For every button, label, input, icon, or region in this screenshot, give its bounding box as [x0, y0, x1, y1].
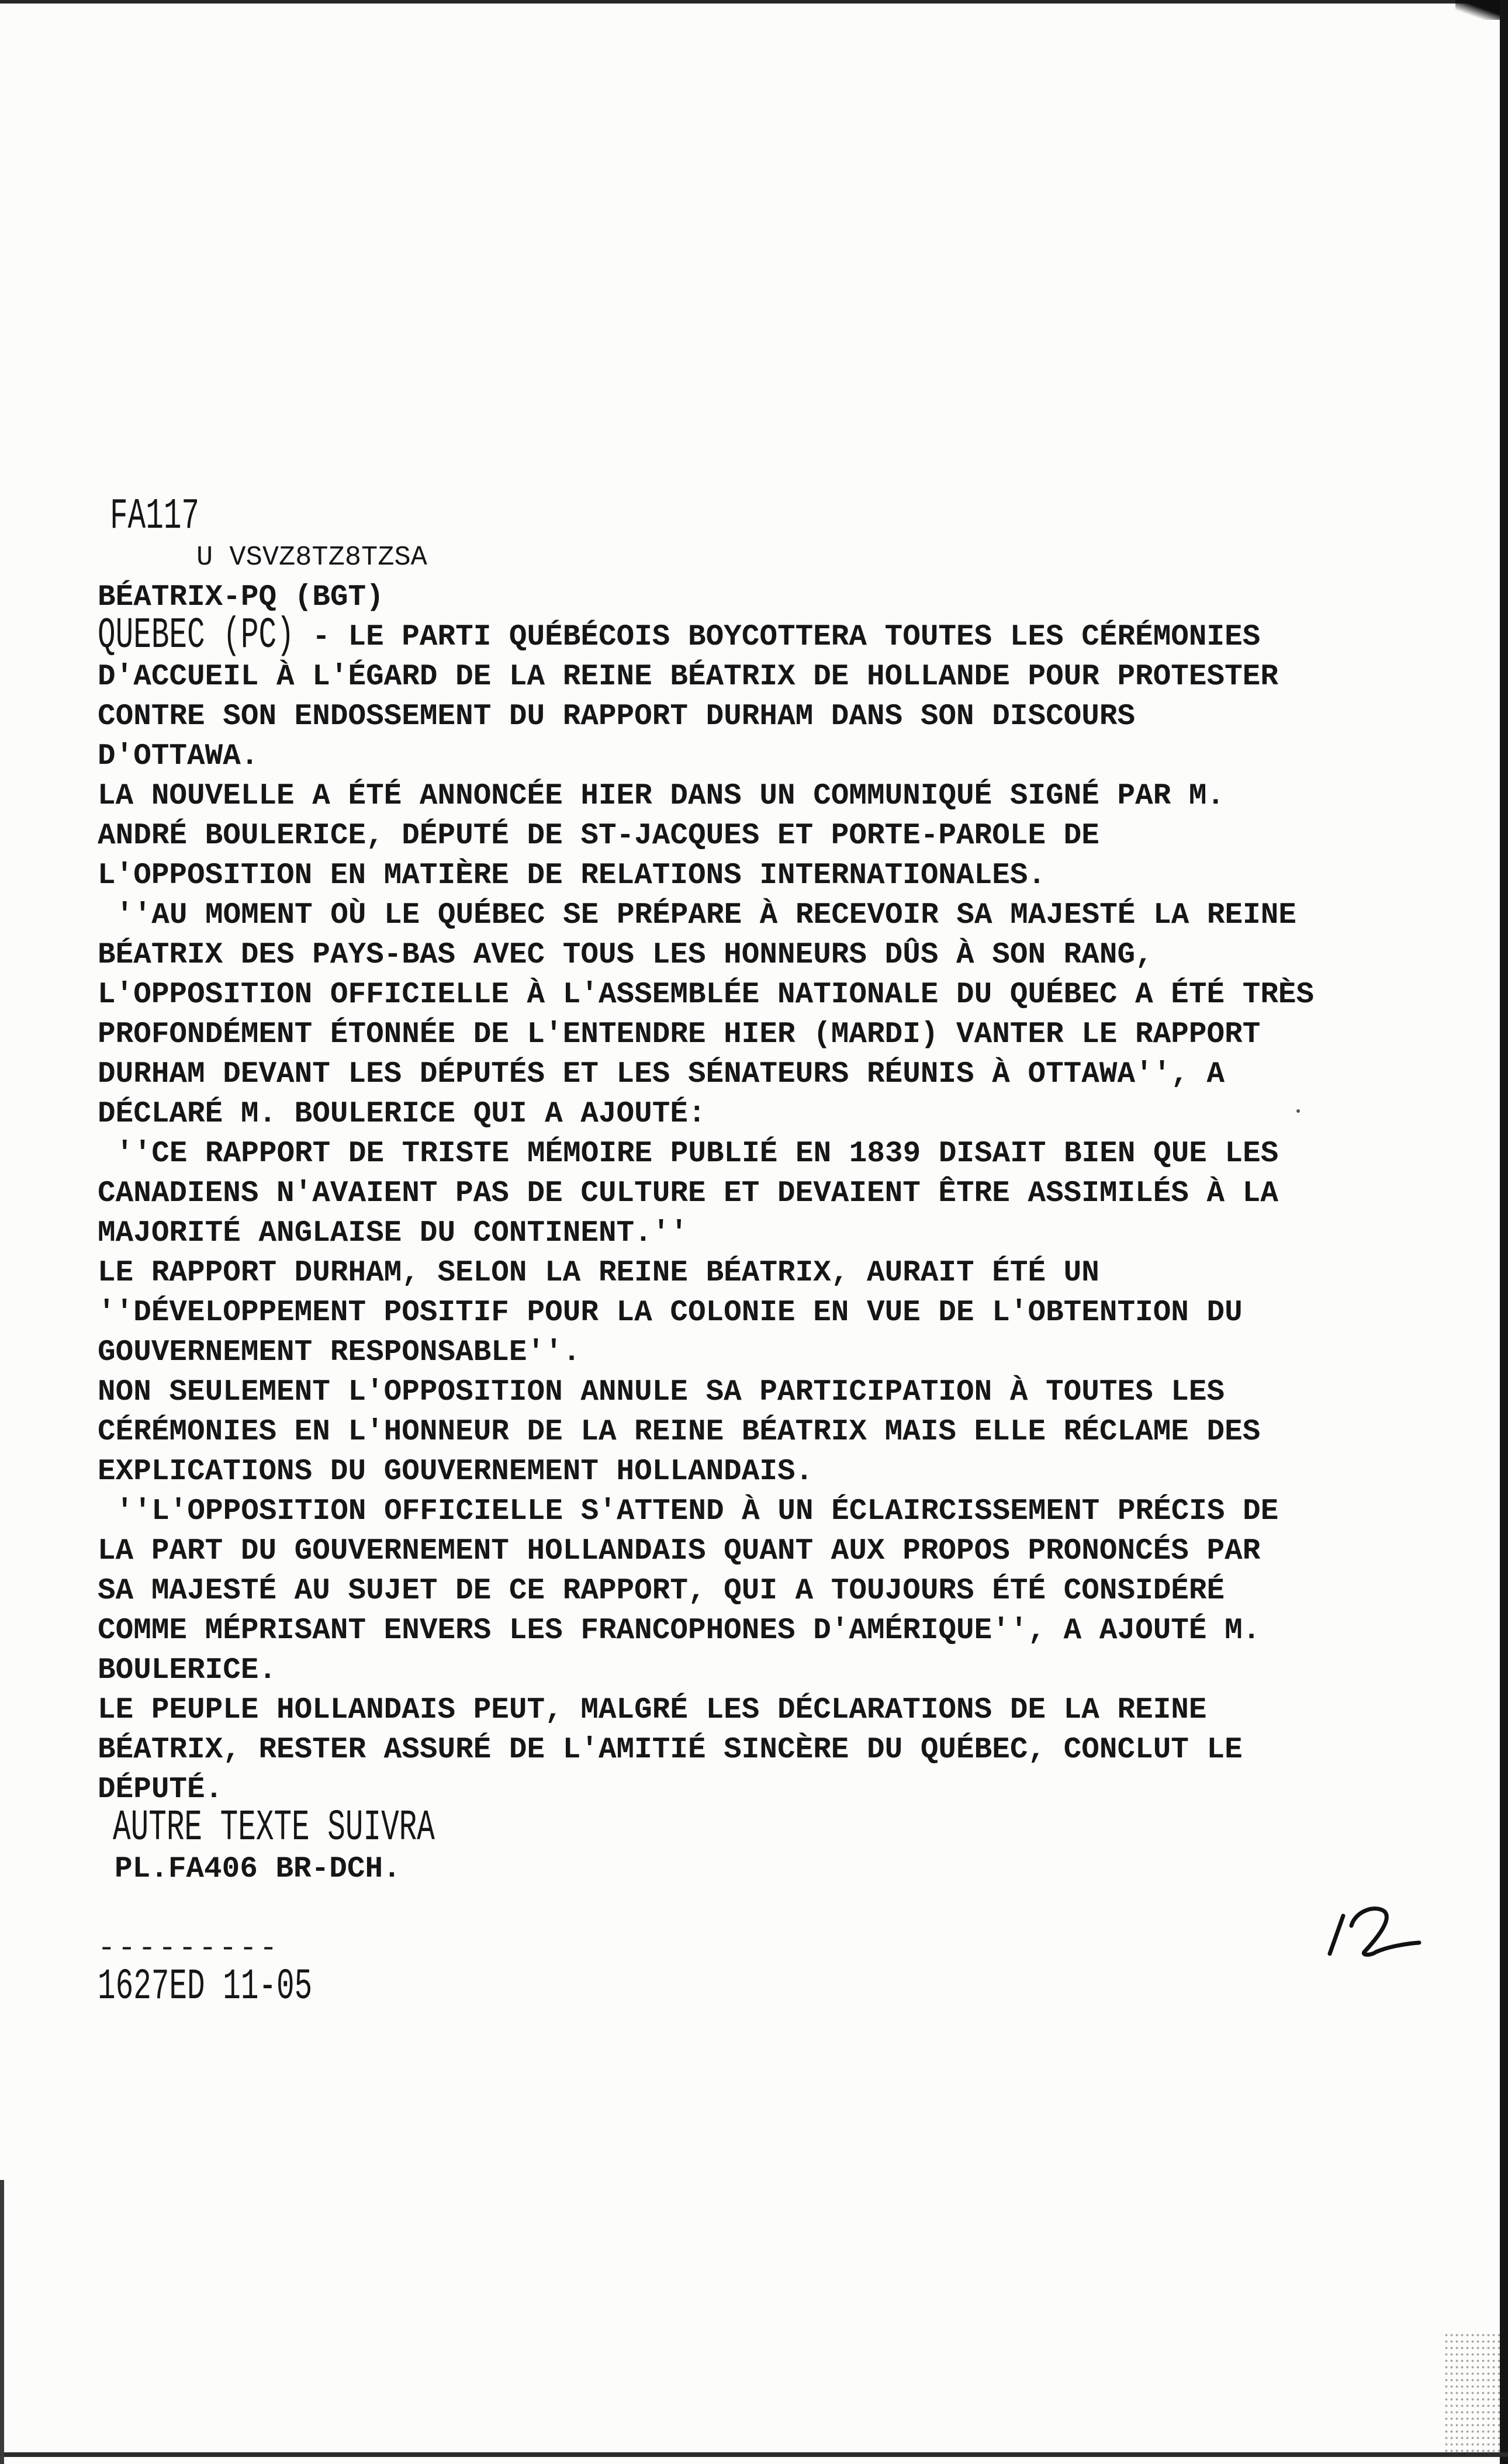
transmission-stamp: 1627ED 11-05 — [98, 1963, 313, 2012]
story-line: LE PEUPLE HOLLANDAIS PEUT, MALGRÉ LES DÉCLARATIONS DE LA REINE — [98, 1694, 1207, 1727]
operator-line: PL.FA406 BR-DCH. — [115, 1853, 401, 1886]
story-line: COMME MÉPRISANT ENVERS LES FRANCOPHONES D'AMÉRIQUE'', A AJOUTÉ M. — [98, 1614, 1261, 1648]
story-line: CANADIENS N'AVAIENT PAS DE CULTURE ET DEVAIENT ÊTRE ASSIMILÉS À LA — [98, 1177, 1278, 1210]
story-line: CONTRE SON ENDOSSEMENT DU RAPPORT DURHAM DANS SON DISCOURS — [98, 700, 1136, 733]
story-line: ''DÉVELOPPEMENT POSITIF POUR LA COLONIE EN VUE DE L'OBTENTION DU — [98, 1296, 1243, 1330]
story-line: DÉPUTÉ. — [98, 1773, 223, 1807]
story-line: GOUVERNEMENT RESPONSABLE''. — [98, 1336, 581, 1369]
story-slug-line — [98, 493, 1477, 542]
story-line: BÉATRIX DES PAYS-BAS AVEC TOUS LES HONNEURS DÛS À SON RANG, — [98, 939, 1153, 972]
story-line: PROFONDÉMENT ÉTONNÉE DE L'ENTENDRE HIER (MARDI) VANTER LE RAPPORT — [98, 1018, 1261, 1051]
story-line: BOULERICE. — [98, 1654, 277, 1687]
story-line: BÉATRIX, RESTER ASSURÉ DE L'AMITIÉ SINCÈRE DU QUÉBEC, CONCLUT LE — [98, 1733, 1243, 1767]
story-line: NON SEULEMENT L'OPPOSITION ANNULE SA PARTICIPATION À TOUTES LES — [98, 1376, 1225, 1409]
handwritten-stroke-one — [1330, 1916, 1343, 1954]
scan-speckle — [1444, 2332, 1500, 2452]
story-slug: FA117 — [110, 493, 200, 542]
story-line: ''AU MOMENT OÙ LE QUÉBEC SE PRÉPARE À RECEVOIR SA MAJESTÉ LA REINE — [116, 899, 1296, 932]
scan-edge-right — [1500, 0, 1508, 2464]
story-line: ANDRÉ BOULERICE, DÉPUTÉ DE ST-JACQUES ET PORTE-PAROLE DE — [98, 819, 1099, 853]
handwritten-page-number — [1315, 1894, 1432, 1970]
end-note: AUTRE TEXTE SUIVRA — [113, 1804, 435, 1853]
lead-text: - LE PARTI QUÉBÉCOIS BOYCOTTERA TOUTES LES CÉRÉMONIES — [312, 621, 1261, 654]
story-line: EXPLICATIONS DU GOUVERNEMENT HOLLANDAIS. — [98, 1455, 814, 1489]
end-note-line — [98, 1804, 1477, 1853]
story-keyword: BÉATRIX-PQ (BGT) — [98, 581, 384, 614]
routing-code: U VSVZ8TZ8TZSA — [196, 542, 427, 573]
story-line: CÉRÉMONIES EN L'HONNEUR DE LA REINE BÉATRIX MAIS ELLE RÉCLAME DES — [98, 1416, 1261, 1449]
story-line: DURHAM DEVANT LES DÉPUTÉS ET LES SÉNATEURS RÉUNIS À OTTAWA'', A — [98, 1058, 1225, 1091]
dateline: QUEBEC (PC) — [98, 612, 295, 661]
scan-edge-top — [0, 0, 1508, 4]
story-line: D'ACCUEIL À L'ÉGARD DE LA REINE BÉATRIX DE HOLLANDE POUR PROTESTER — [98, 660, 1278, 694]
story-line: L'OPPOSITION EN MATIÈRE DE RELATIONS INTERNATIONALES. — [98, 859, 1046, 892]
lead-line — [98, 612, 1477, 661]
transmission-stamp-line — [98, 1963, 1477, 2012]
story-line: SA MAJESTÉ AU SUJET DE CE RAPPORT, QUI A TOUJOURS ÉTÉ CONSIDÉRÉ — [98, 1574, 1225, 1608]
story-line: D'OTTAWA. — [98, 740, 259, 773]
story-line: ''L'OPPOSITION OFFICIELLE S'ATTEND À UN ÉCLAIRCISSEMENT PRÉCIS DE — [116, 1495, 1279, 1528]
separator-line: --------- — [98, 1932, 280, 1965]
story-line: L'OPPOSITION OFFICIELLE À L'ASSEMBLÉE NATIONALE DU QUÉBEC A ÉTÉ TRÈS — [98, 978, 1315, 1012]
scan-edge-left — [0, 2180, 4, 2464]
handwritten-stroke-two — [1351, 1909, 1419, 1955]
story-line: LA PART DU GOUVERNEMENT HOLLANDAIS QUANT AUX PROPOS PRONONCÉS PAR — [98, 1535, 1261, 1568]
story-line: DÉCLARÉ M. BOULERICE QUI A AJOUTÉ: — [98, 1098, 706, 1131]
scan-edge-bottom — [0, 2452, 1508, 2457]
story-line: LA NOUVELLE A ÉTÉ ANNONCÉE HIER DANS UN COMMUNIQUÉ SIGNÉ PAR M. — [98, 780, 1225, 813]
story-line: MAJORITÉ ANGLAISE DU CONTINENT.'' — [98, 1217, 688, 1250]
blank-line — [98, 1889, 1477, 1929]
story-line: LE RAPPORT DURHAM, SELON LA REINE BÉATRIX, AURAIT ÉTÉ UN — [98, 1257, 1099, 1290]
wire-story — [98, 493, 1477, 2012]
story-line: ''CE RAPPORT DE TRISTE MÉMOIRE PUBLIÉ EN 1839 DISAIT BIEN QUE LES — [116, 1137, 1279, 1171]
